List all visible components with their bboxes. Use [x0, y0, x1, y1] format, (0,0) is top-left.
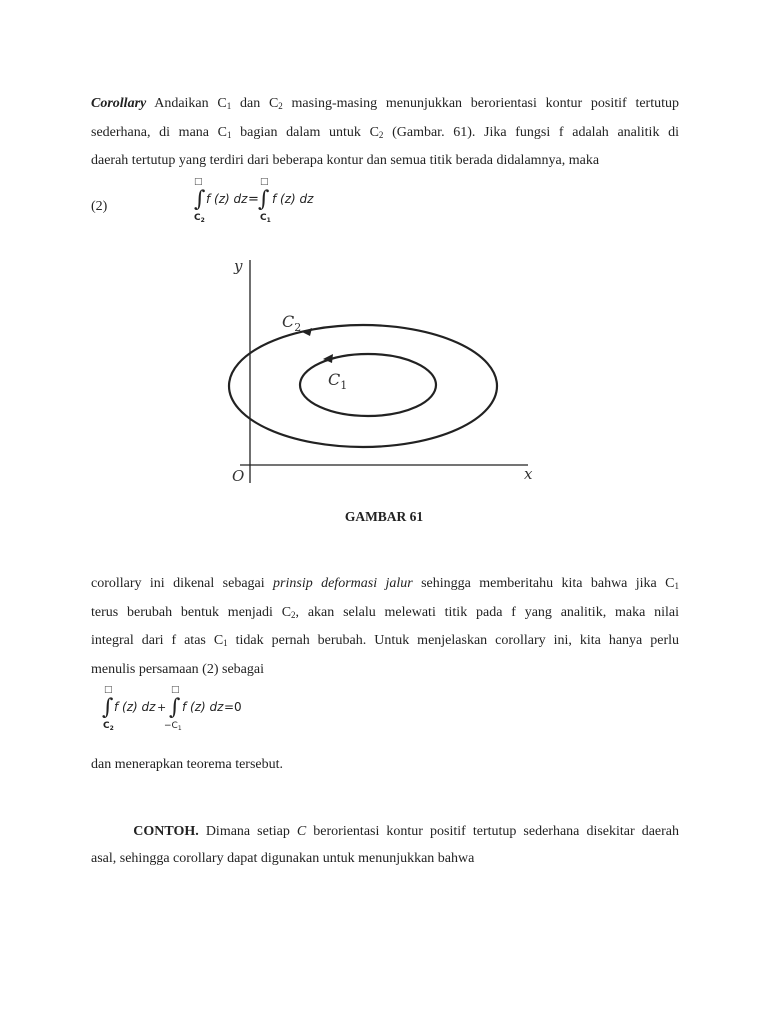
subscript: 1 — [674, 581, 679, 591]
contour-figure — [220, 255, 550, 495]
text-line: asal, sehingga corollary dapat digunakan untuk menunjukkan bahwa — [91, 850, 475, 866]
text-fragment: sehingga memberitahu kita bahwa jika C — [412, 576, 675, 591]
c1-label: $C_1$ — [328, 370, 348, 392]
text-fragment: (Gambar. 61). Jika fungsi f adalah analitik di — [383, 124, 679, 140]
c2-label: $C_2$ — [282, 312, 302, 334]
outer-contour-c2 — [229, 325, 497, 447]
y-axis-label: y — [234, 257, 243, 275]
text-fragment: , akan selalu melewati titik pada f yang analitik, maka nilai — [295, 604, 679, 620]
subscript: 2 — [291, 609, 296, 620]
subscript: 1 — [227, 129, 232, 140]
equation-3 — [98, 684, 268, 732]
figure-caption: GAMBAR 61 — [344, 509, 424, 524]
lower-limit: $C_2$ — [103, 721, 114, 732]
text-line: daerah tertutup yang terdiri dari beberapa kontur dan semua titik berada didalamnya, maka — [91, 153, 600, 168]
deformation-paragraph — [91, 571, 679, 683]
contour-mark: □ — [171, 685, 180, 695]
text-line: dan menerapkan teorema tersebut. — [91, 757, 284, 772]
equals-sign: = — [248, 192, 259, 207]
contour-mark: □ — [194, 177, 203, 187]
text-fragment: dan C — [231, 96, 279, 111]
lower-limit: $-C_1$ — [164, 721, 182, 732]
text-fragment: corollary ini dikenal sebagai — [91, 576, 274, 591]
italic-term: C — [296, 824, 307, 839]
text-fragment: integral dari f atas C — [91, 633, 224, 648]
subscript: 2 — [378, 129, 384, 140]
text-line — [91, 571, 679, 600]
text-fragment: terus berubah bentuk menjadi C — [91, 604, 292, 620]
term-1: f (z) dz — [114, 700, 156, 714]
text-fragment: masing-masing menunjukkan berorientasi kontur positif tertutup — [282, 96, 679, 111]
plus-sign: + — [157, 701, 167, 714]
contour-mark: □ — [104, 685, 113, 695]
text-line: menulis persamaan (2) sebagai — [91, 661, 264, 677]
text-line — [91, 91, 679, 120]
text-fragment: berorientasi kontur positif tertutup sederhana disekitar daerah — [306, 824, 679, 839]
x-axis-label: x — [524, 465, 533, 483]
inner-contour-c1 — [300, 354, 436, 416]
text-fragment: bagian dalam untuk C — [231, 124, 379, 140]
text-line — [91, 819, 679, 846]
contour-mark: □ — [260, 177, 269, 187]
integral-sign: ∫ — [169, 695, 181, 720]
subscript: 1 — [223, 638, 228, 648]
integral-sign: ∫ — [102, 695, 114, 720]
integral-sign: ∫ — [194, 187, 206, 212]
term-2: f (z) dz — [182, 700, 224, 714]
lower-limit: $C_1$ — [260, 213, 271, 224]
c2-arrow-icon — [302, 328, 312, 336]
example-paragraph — [91, 819, 679, 872]
equation-number: (2) — [91, 199, 108, 214]
integrand-rhs: f (z) dz — [272, 192, 314, 206]
equation-2 — [188, 176, 328, 224]
text-line — [91, 628, 679, 657]
text-fragment: Dimana setiap — [198, 824, 297, 839]
integral-sign: ∫ — [258, 187, 270, 212]
text-line — [91, 600, 679, 629]
integrand-lhs: f (z) dz — [206, 192, 248, 206]
example-heading: CONTOH. — [133, 824, 199, 839]
text-fragment: sederhana, di mana C — [91, 124, 228, 140]
corollary-term: Corollary — [91, 96, 147, 111]
italic-term: prinsip deformasi jalur — [273, 576, 413, 591]
subscript: 2 — [278, 101, 283, 111]
text-line — [91, 120, 679, 149]
text-fragment: tidak pernah berubah. Untuk menjelaskan corollary ini, kita hanya perlu — [227, 633, 679, 648]
corollary-paragraph — [91, 91, 679, 175]
origin-label: O — [232, 467, 245, 485]
text-fragment: Andaikan C — [154, 96, 227, 111]
lower-limit: $C_2$ — [194, 213, 205, 224]
equals-zero: =0 — [224, 700, 242, 714]
closing-paragraph — [91, 752, 679, 779]
subscript: 1 — [226, 101, 232, 111]
